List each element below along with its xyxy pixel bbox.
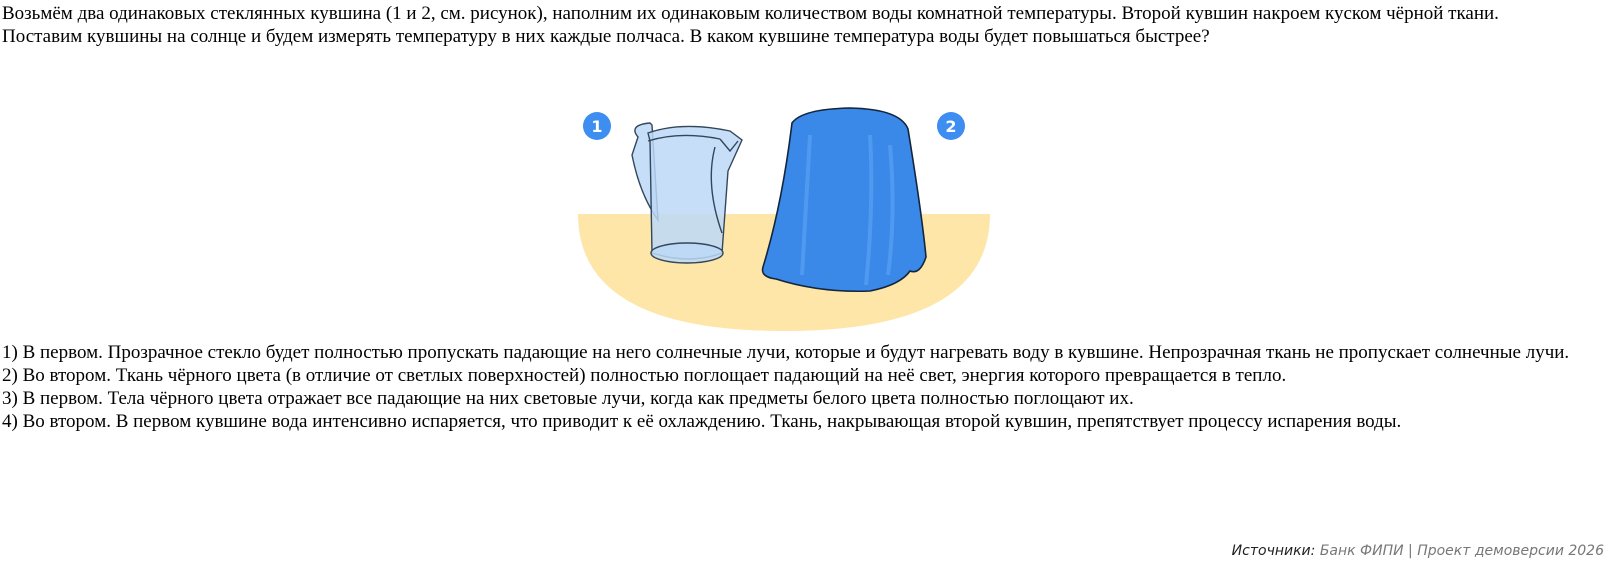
svg-text:1: 1 bbox=[591, 117, 603, 136]
answer-option-1: 1) В первом. Прозрачное стекло будет полностью пропускать падающие на него солнечные лучи, которые и будут нагревать воду в кувшине. Непрозрачная ткань не пропускает солнечные лучи. bbox=[2, 342, 1570, 363]
source-value: Банк ФИПИ | Проект демоверсии 2026 bbox=[1319, 543, 1604, 559]
badge-1 bbox=[583, 112, 611, 140]
answer-options bbox=[2, 341, 1582, 433]
answer-option-3: 3) В первом. Тела чёрного цвета отражает все падающие на них световые лучи, когда как предметы белого цвета полностью поглощают их. bbox=[2, 388, 1134, 409]
question-text: Возьмём два одинаковых стеклянных кувшина (1 и 2, см. рисунок), наполним их одинаковым количеством воды комнатной температуры. Второй кувшин накроем куском чёрной ткани. Поставим кувшины на солнце и будем измерять температуру в них каждые полчаса. В каком кувшине температура воды будет повышаться быстрее? bbox=[2, 3, 1499, 47]
covered-jug-icon bbox=[763, 108, 926, 291]
source-line bbox=[1232, 540, 1604, 563]
answer-option-2: 2) Во втором. Ткань чёрного цвета (в отличие от светлых поверхностей) полностью поглощает падающий на неё свет, энергия которого превращается в тепло. bbox=[2, 365, 1287, 386]
answer-option-4: 4) Во втором. В первом кувшине вода интенсивно испаряется, что приводит к её охлаждению. Ткань, накрывающая второй кувшин, препятствует процессу испарения воды. bbox=[2, 411, 1402, 432]
svg-text:2: 2 bbox=[945, 117, 957, 136]
jugs-illustration bbox=[570, 95, 1000, 340]
source-label: Источники: bbox=[1231, 543, 1316, 559]
badge-2 bbox=[937, 112, 965, 140]
